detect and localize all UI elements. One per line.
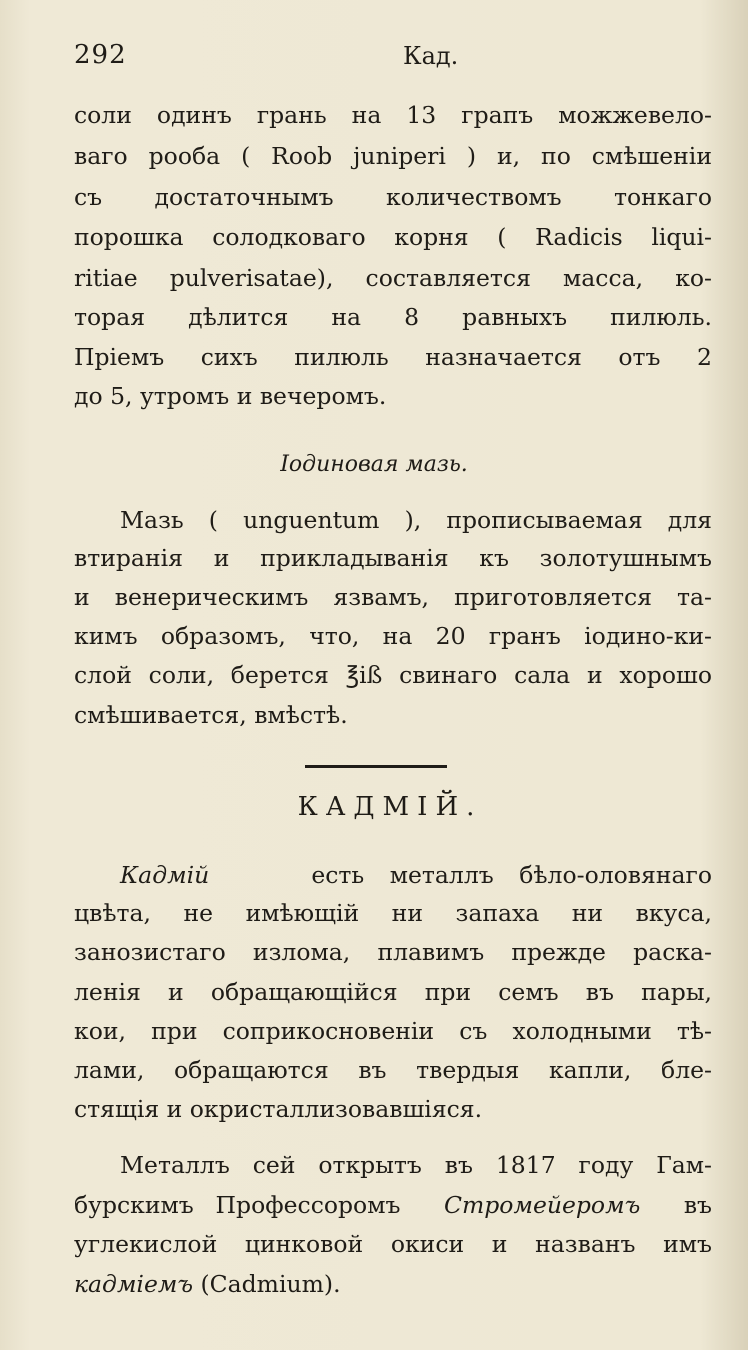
text-line — [74, 1269, 712, 1299]
text-line: соли одинъ грань на 13 грапъ можжевело- — [74, 101, 712, 129]
text-line: порошка солодковаго корня ( Radicis liqui- — [74, 223, 712, 251]
text-line: цвѣта, не имѣющiй ни запаха ни вкуса, — [74, 899, 712, 927]
text-line: съ достаточнымъ количествомъ тонкаго — [74, 183, 712, 211]
section-title: КАДМIЙ. — [297, 792, 483, 822]
page-header — [74, 40, 674, 80]
element-name: кадмiемъ — [74, 1270, 193, 1298]
text-line: слой соли, берется ℥iß свинаго сала и хорошо — [74, 661, 712, 689]
text-line: Прiемъ сихъ пилюль назначается отъ 2 — [74, 343, 712, 371]
text-line: Металлъ сей открытъ въ 1817 году Гам- — [120, 1151, 712, 1179]
text-line: стящiя и окристаллизовавшiяся. — [74, 1095, 483, 1123]
text-line: Мазь ( unguentum ), прописываемая для — [120, 506, 712, 534]
text-line: смѣшивается, вмѣстѣ. — [74, 701, 348, 729]
text-line: лами, обращаются въ твердыя капли, бле- — [74, 1056, 712, 1084]
text-line: занозистаго излома, плавимъ прежде раска- — [74, 938, 712, 966]
text-line: ваго рооба ( Roob juniperi ) и, по смѣшенiи — [74, 142, 712, 170]
line-rest: (Cadmium). — [200, 1270, 341, 1298]
text-line: углекислой цинковой окиси и названъ имъ — [74, 1230, 712, 1258]
section-divider — [305, 765, 447, 768]
text-line: ленiя и обращающiйся при семъ въ пары, — [74, 978, 712, 1006]
text-line: ritiae pulverisatae), составляется масса, ко- — [74, 264, 712, 292]
subheading-iodine-ointment: Iодиновая мазь. — [280, 452, 468, 477]
text-line: и венерическимъ язвамъ, приготовляется та- — [74, 583, 712, 611]
text-line: втиранiя и прикладыванiя къ золотушнымъ — [74, 544, 712, 572]
lead-word: Кадмiй — [120, 861, 210, 889]
text-line: кимъ образомъ, что, на 20 гранъ iодино-ки- — [74, 622, 712, 650]
page-number: 292 — [74, 40, 127, 70]
text-line: торая дѣлится на 8 равныхъ пилюль. — [74, 303, 712, 331]
text-line: до 5, утромъ и вечеромъ. — [74, 382, 387, 410]
text-line — [120, 860, 712, 890]
line-end: въ — [683, 1191, 712, 1219]
text-line — [74, 1190, 712, 1220]
text-line: кои, при соприкосновенiи съ холодными тѣ- — [74, 1017, 712, 1045]
line-start: бурскимъ Профессоромъ — [74, 1191, 401, 1219]
line-rest: есть металлъ бѣло-оловянаго — [311, 861, 712, 889]
running-title: Кад. — [403, 42, 459, 70]
discoverer-name: Стромейеромъ — [444, 1191, 641, 1219]
